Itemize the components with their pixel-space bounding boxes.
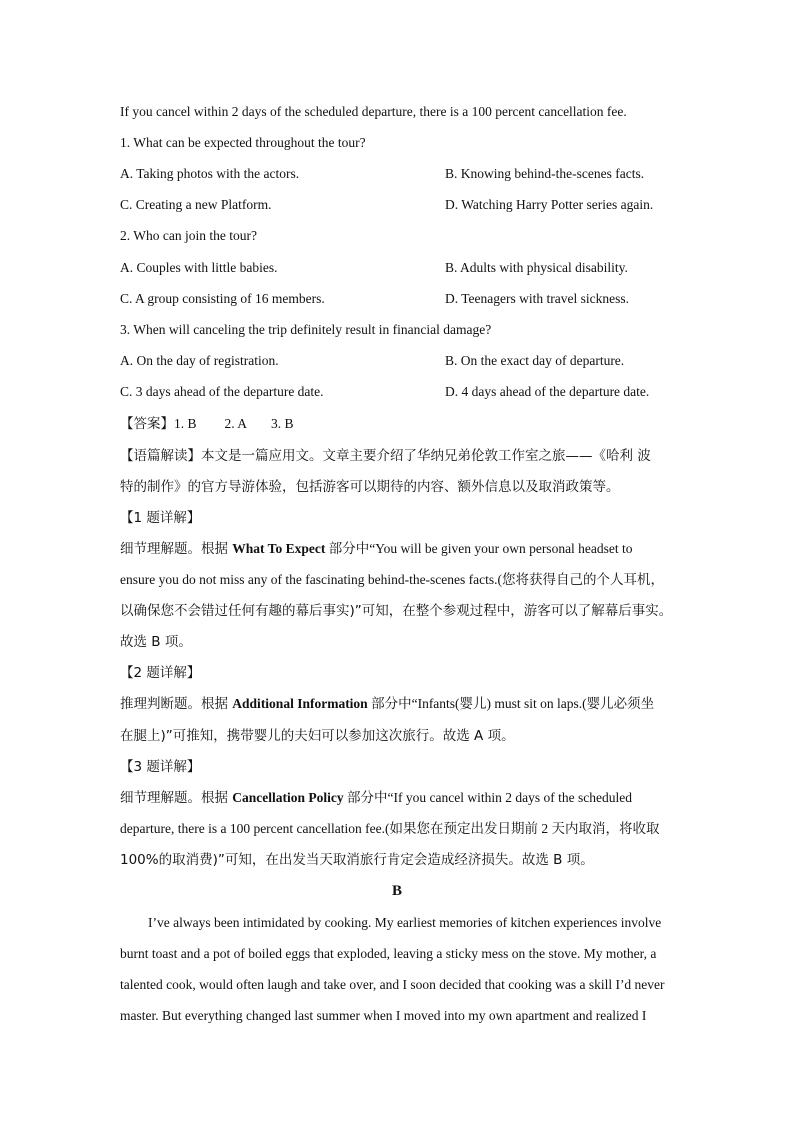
q3-heading: 【3 题详解】 (120, 759, 201, 775)
q1-line-2: ensure you do not miss any of the fascinating behind-the-scenes facts.(您将获得自己的个人耳机， (120, 572, 665, 587)
q1-line-1 (120, 540, 680, 558)
question-3-option-b: B. On the exact day of departure. (445, 353, 625, 368)
section-b-title: B (391, 883, 402, 899)
answer-item-2: 2. A (224, 416, 248, 431)
q2-line-1 (120, 695, 680, 713)
question-2-option-a: A. Couples with little babies. (120, 260, 278, 275)
q3-section-name: Cancellation Policy (232, 790, 344, 805)
q2-line-1-post: 部分中“Infants(婴儿) must sit on laps.(婴儿必须坐 (367, 696, 655, 711)
section-b-line-4: master. But everything changed last summer when I moved into my own apartment and realized I (120, 1008, 647, 1023)
question-3-option-d: D. 4 days ahead of the departure date. (445, 384, 650, 399)
q2-line-1-pre: 推理判断题。根据 (120, 696, 233, 712)
q3-line-2: departure, there is a 100 percent cancellation fee.(如果您在预定出发日期前 2 天内取消，将收取 (120, 821, 660, 836)
passage-reading-line-2: 特的制作》的官方导游体验，包括游客可以期待的内容、额外信息以及取消政策等。 (120, 479, 620, 495)
question-2-option-b: B. Adults with physical disability. (445, 260, 628, 275)
answer-tag: 【答案】 (120, 416, 174, 432)
q2-heading: 【2 题详解】 (120, 665, 201, 681)
q2-section-name: Additional Information (232, 696, 368, 711)
question-3-option-a: A. On the day of registration. (120, 353, 279, 368)
q1-line-3: 以确保您不会错过任何有趣的幕后事实)”可知，在整个参观过程中，游客可以了解幕后事实。 (120, 603, 673, 619)
q2-line-2: 在腿上)”可推知，携带婴儿的夫妇可以参加这次旅行。故选 A 项。 (120, 728, 515, 744)
section-b-line-3: talented cook, would often laugh and take over, and I soon decided that cooking was a skill I’d never (120, 977, 665, 992)
question-2-stem: 2. Who can join the tour? (120, 228, 257, 243)
answer-item-3: 3. B (271, 416, 294, 431)
q3-line-1-pre: 细节理解题。根据 (120, 790, 233, 806)
q1-line-4: 故选 B 项。 (120, 634, 192, 650)
section-b-line-2: burnt toast and a pot of boiled eggs that exploded, leaving a sticky mess on the stove. My mother, a (120, 946, 657, 961)
question-1-option-a: A. Taking photos with the actors. (120, 166, 300, 181)
answer-line (120, 415, 680, 433)
question-1-option-d: D. Watching Harry Potter series again. (445, 197, 654, 212)
question-3-stem: 3. When will canceling the trip definitely result in financial damage? (120, 322, 492, 337)
q1-line-1-post: 部分中“You will be given your own personal headset to (325, 541, 633, 556)
passage-reading-line-1 (120, 447, 680, 465)
q3-line-3: 100%的取消费)”可知，在出发当天取消旅行肯定会造成经济损失。故选 B 项。 (120, 852, 594, 868)
question-2-option-c: C. A group consisting of 16 members. (120, 291, 325, 306)
q1-line-1-pre: 细节理解题。根据 (120, 541, 233, 557)
intro-line: If you cancel within 2 days of the scheduled departure, there is a 100 percent cancellation fee. (120, 104, 627, 119)
question-1-stem: 1. What can be expected throughout the tour? (120, 135, 366, 150)
question-1-option-c: C. Creating a new Platform. (120, 197, 272, 212)
passage-reading-text-1: 本文是一篇应用文。文章主要介绍了华纳兄弟伦敦工作室之旅——《哈利 波 (201, 448, 651, 464)
question-3-option-c: C. 3 days ahead of the departure date. (120, 384, 324, 399)
answer-item-1: 1. B (174, 416, 197, 431)
q1-section-name: What To Expect (232, 541, 326, 556)
question-1-option-b: B. Knowing behind-the-scenes facts. (445, 166, 645, 181)
section-b-line-1: I’ve always been intimidated by cooking. My earliest memories of kitchen experiences involve (148, 915, 662, 930)
q3-line-1-post: 部分中“If you cancel within 2 days of the scheduled (343, 790, 632, 805)
question-2-option-d: D. Teenagers with travel sickness. (445, 291, 630, 306)
q3-line-1 (120, 789, 680, 807)
passage-reading-tag: 【语篇解读】 (120, 448, 201, 464)
q1-heading: 【1 题详解】 (120, 510, 201, 526)
